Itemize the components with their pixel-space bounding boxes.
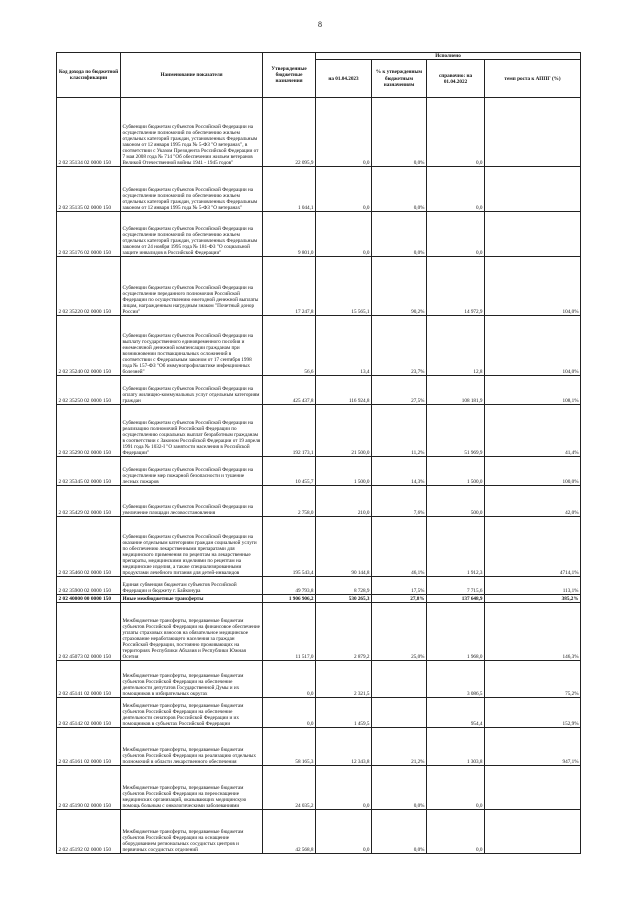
cell-name: Субвенции бюджетам субъектов Российской Федерации на осуществление переданного полномочия Российской Федерации по осуществлению ежегодной денежной выплаты лицам, награжденным нагрудным знаком "Почетный донор России": [121, 257, 263, 316]
cell-plan: 58 165,3: [263, 728, 316, 766]
header-name: Наименование показателя: [121, 53, 263, 98]
cell-code: 2 02 35345 02 0000 150: [57, 457, 121, 486]
cell-ref: 108 181,9: [427, 376, 485, 405]
cell-ref: 51 969,9: [427, 405, 485, 457]
cell-name: Межбюджетные трансферты, передаваемые бюджетам субъектов Российской Федерации на финансовое обеспечение уплаты страховых взносов на обязательное медицинское страхование неработающего населения за граждан Российской Федерации, постоянно проживающих на территориях Республики Абхазия и Республики Южная Осетия: [121, 603, 263, 661]
cell-rate: 41,4%: [485, 405, 581, 457]
cell-rate: 4714,1%: [485, 517, 581, 577]
table-row: [57, 486, 581, 517]
cell-date: 0,0: [316, 212, 372, 257]
cell-plan: 24 035,2: [263, 766, 316, 810]
table-row: [57, 577, 581, 595]
budget-table: [56, 52, 581, 854]
cell-plan: 195 543,4: [263, 517, 316, 577]
cell-ref: 0,0: [427, 766, 485, 810]
cell-rate: 947,1%: [485, 728, 581, 766]
cell-name: Субвенции бюджетам субъектов Российской Федерации на увеличение площади лесовосстановления: [121, 486, 263, 517]
cell-pct: 0,0%: [372, 766, 427, 810]
cell-rate: [485, 810, 581, 854]
cell-date: 0,0: [316, 766, 372, 810]
cell-pct: 23,7%: [372, 316, 427, 376]
cell-pct: 0,0%: [372, 810, 427, 854]
table-row: [57, 98, 581, 167]
cell-ref: 1 968,0: [427, 603, 485, 661]
cell-name: Субвенции бюджетам субъектов Российской Федерации на выплату государственного единовременного пособия и ежемесячной денежной компенсации гражданам при возникновении поствакцинальных осложнений в соответствии с Федеральным законом от 17 сентября 1998 года № 157-ФЗ "Об иммунопрофилактике инфекционных болезней": [121, 316, 263, 376]
cell-code: 2 02 45073 02 0000 150: [57, 603, 121, 661]
cell-ref: 500,0: [427, 486, 485, 517]
cell-rate: 146,3%: [485, 603, 581, 661]
cell-code: 2 02 45141 02 0000 150: [57, 661, 121, 698]
cell-plan: 49 793,8: [263, 577, 316, 595]
cell-code: 2 02 45142 02 0000 150: [57, 698, 121, 728]
cell-pct: 17,5%: [372, 577, 427, 595]
cell-ref: 954,4: [427, 698, 485, 728]
cell-name: Межбюджетные трансферты, передаваемые бюджетам субъектов Российской Федерации на реализацию отдельных полномочий в области лекарственного обеспечения: [121, 728, 263, 766]
header-code: Код дохода по бюджетной классификации: [57, 53, 121, 98]
cell-ref: 7 715,6: [427, 577, 485, 595]
cell-rate: 42,0%: [485, 486, 581, 517]
cell-name: Субвенции бюджетам субъектов Российской Федерации на осуществление мер пожарной безопасности и тушение лесных пожаров: [121, 457, 263, 486]
table-row: [57, 257, 581, 316]
cell-rate: 152,9%: [485, 698, 581, 728]
cell-ref: 3 086,5: [427, 661, 485, 698]
table-row: [57, 810, 581, 854]
cell-date: 210,0: [316, 486, 372, 517]
cell-plan: 1 044,1: [263, 167, 316, 212]
cell-ref: 0,0: [427, 98, 485, 167]
cell-code: 2 02 35900 02 0000 150: [57, 577, 121, 595]
cell-name: Субвенции бюджетам субъектов Российской Федерации на осуществление полномочий по обеспечению жильем отдельных категорий граждан, установленных Федеральным законом от 12 января 1995 года № 5-ФЗ "О ветеранах": [121, 167, 263, 212]
cell-date: 21 500,0: [316, 405, 372, 457]
table-row: [57, 698, 581, 728]
cell-rate: 104,0%: [485, 316, 581, 376]
cell-date: 116 924,8: [316, 376, 372, 405]
cell-plan: 56,6: [263, 316, 316, 376]
table-row: [57, 212, 581, 257]
cell-rate: [485, 98, 581, 167]
cell-date: 0,0: [316, 98, 372, 167]
cell-code: 2 02 35429 02 0000 150: [57, 486, 121, 517]
cell-code: 2 02 35135 02 0000 150: [57, 167, 121, 212]
table-row: [57, 316, 581, 376]
table-row: [57, 595, 581, 603]
cell-ref: 0,0: [427, 212, 485, 257]
header-rate: темп роста к АППГ (%): [485, 60, 581, 98]
cell-ref: 1 303,8: [427, 728, 485, 766]
table-row: [57, 376, 581, 405]
cell-pct: 27,5%: [372, 376, 427, 405]
cell-name: Субвенции бюджетам субъектов Российской Федерации на оплату жилищно-коммунальных услуг отдельным категориям граждан: [121, 376, 263, 405]
cell-date: 8 728,9: [316, 577, 372, 595]
cell-ref: 0,0: [427, 167, 485, 212]
cell-pct: 25,0%: [372, 603, 427, 661]
cell-date: 0,0: [316, 810, 372, 854]
cell-plan: 22 095,9: [263, 98, 316, 167]
cell-code: 2 02 45190 02 0000 150: [57, 766, 121, 810]
cell-code: 2 02 35250 02 0000 150: [57, 376, 121, 405]
cell-plan: 0,0: [263, 698, 316, 728]
cell-rate: [485, 766, 581, 810]
header-plan: Утвержденные бюджетные назначения: [263, 53, 316, 98]
cell-date: 1 459,5: [316, 698, 372, 728]
table-row: [57, 661, 581, 698]
cell-plan: 11 517,0: [263, 603, 316, 661]
cell-code: 2 02 35176 02 0000 150: [57, 212, 121, 257]
table-row: [57, 167, 581, 212]
cell-code: 2 02 35240 02 0000 150: [57, 316, 121, 376]
cell-date: 90 144,8: [316, 517, 372, 577]
table-row: [57, 603, 581, 661]
cell-code: 2 02 35460 02 0000 150: [57, 517, 121, 577]
cell-plan: 9 801,0: [263, 212, 316, 257]
cell-ref: 0,0: [427, 810, 485, 854]
cell-pct: [372, 698, 427, 728]
cell-name: Межбюджетные трансферты, передаваемые бюджетам субъектов Российской Федерации на обеспечение деятельности сенаторов Российской Федерации и их помощников в субъектах Российской Федерации: [121, 698, 263, 728]
cell-rate: [485, 212, 581, 257]
table-row: [57, 405, 581, 457]
cell-pct: 90,2%: [372, 257, 427, 316]
cell-pct: 27,8%: [372, 595, 427, 603]
cell-code: 2 02 35220 02 0000 150: [57, 257, 121, 316]
cell-plan: 10 455,7: [263, 457, 316, 486]
cell-name: Иные межбюджетные трансферты: [121, 595, 263, 603]
cell-name: Межбюджетные трансферты, передаваемые бюджетам субъектов Российской Федерации на переоснащение медицинских организаций, оказывающих медицинскую помощь больным с онкологическими заболеваниями: [121, 766, 263, 810]
cell-name: Субвенции бюджетам субъектов Российской Федерации на осуществление полномочий по обеспечению жильем отдельных категорий граждан, установленных Федеральным законом от 24 ноября 1995 года № 181-ФЗ "О социальной защите инвалидов в Российской Федерации": [121, 212, 263, 257]
cell-code: 2 02 35290 02 0000 150: [57, 405, 121, 457]
cell-date: 0,0: [316, 167, 372, 212]
cell-pct: 0,0%: [372, 212, 427, 257]
cell-pct: 7,6%: [372, 486, 427, 517]
header-pct: % к утвержденным бюджетным назначениям: [372, 60, 427, 98]
cell-plan: 1 906 906,2: [263, 595, 316, 603]
page-number: 8: [318, 20, 322, 29]
cell-pct: 0,0%: [372, 167, 427, 212]
cell-date: 2 321,5: [316, 661, 372, 698]
cell-code: 2 02 35134 02 0000 150: [57, 98, 121, 167]
cell-plan: 425 437,8: [263, 376, 316, 405]
cell-rate: 104,0%: [485, 257, 581, 316]
table-row: [57, 457, 581, 486]
cell-ref: 14 972,9: [427, 257, 485, 316]
cell-code: 2 02 40000 00 0000 150: [57, 595, 121, 603]
cell-pct: 11,2%: [372, 405, 427, 457]
cell-pct: 46,1%: [372, 517, 427, 577]
cell-rate: 385,2%: [485, 595, 581, 603]
cell-name: Субвенции бюджетам субъектов Российской Федерации на оказание отдельным категориям граждан социальной услуги по обеспечению лекарственными препаратами для медицинского применения по рецептам на лекарственные препараты, медицинскими изделиями по рецептам на медицинские изделия, а также специализированными продуктами лечебного питания для детей-инвалидов: [121, 517, 263, 577]
cell-name: Субвенции бюджетам субъектов Российской Федерации на осуществление полномочий по обеспечению жильем отдельных категорий граждан, установленных Федеральным законом от 12 января 1995 года № 5-ФЗ "О ветеранах", в соответствии с Указом Президента Российской Федерации от 7 мая 2008 года № 714 "Об обеспечении жильем ветеранов Великой Отечественной войны 1941 - 1945 годов": [121, 98, 263, 167]
header-executed: Исполнено: [316, 53, 581, 60]
cell-pct: 14,3%: [372, 457, 427, 486]
header-ref: справочно: на 01.04.2022: [427, 60, 485, 98]
cell-date: 13,4: [316, 316, 372, 376]
cell-plan: 0,0: [263, 661, 316, 698]
table-row: [57, 517, 581, 577]
cell-ref: 12,8: [427, 316, 485, 376]
cell-date: 12 343,8: [316, 728, 372, 766]
cell-rate: 113,1%: [485, 577, 581, 595]
cell-name: Единая субвенция бюджетам субъектов Российской Федерации и бюджету г. Байконура: [121, 577, 263, 595]
table-header: [57, 53, 581, 98]
cell-rate: 108,1%: [485, 376, 581, 405]
cell-name: Межбюджетные трансферты, передаваемые бюджетам субъектов Российской Федерации на оснащение оборудованием региональных сосудистых центров и первичных сосудистых отделений: [121, 810, 263, 854]
cell-plan: 192 173,1: [263, 405, 316, 457]
cell-pct: 0,0%: [372, 98, 427, 167]
cell-ref: 137 648,9: [427, 595, 485, 603]
cell-date: 2 879,2: [316, 603, 372, 661]
table-body: [57, 98, 581, 854]
cell-plan: 17 247,8: [263, 257, 316, 316]
table-row: [57, 728, 581, 766]
table-row: [57, 766, 581, 810]
cell-date: 1 500,0: [316, 457, 372, 486]
cell-rate: 75,2%: [485, 661, 581, 698]
cell-pct: 21,2%: [372, 728, 427, 766]
header-date: на 01.04.2023: [316, 60, 372, 98]
cell-name: Субвенции бюджетам субъектов Российской Федерации на реализацию полномочий Российской Федерации по осуществлению социальных выплат безработным гражданам в соответствии с Законом Российской Федерации от 19 апреля 1991 года № 1032-I "О занятости населения в Российской Федерации": [121, 405, 263, 457]
cell-code: 2 02 45192 02 0000 150: [57, 810, 121, 854]
cell-plan: 42 568,8: [263, 810, 316, 854]
cell-rate: [485, 167, 581, 212]
cell-code: 2 02 45161 02 0000 150: [57, 728, 121, 766]
cell-name: Межбюджетные трансферты, передаваемые бюджетам субъектов Российской Федерации на обеспечение деятельности депутатов Государственной Думы и их помощников в избирательных округах: [121, 661, 263, 698]
cell-rate: 100,0%: [485, 457, 581, 486]
cell-date: 15 565,1: [316, 257, 372, 316]
cell-pct: [372, 661, 427, 698]
cell-plan: 2 758,0: [263, 486, 316, 517]
cell-date: 530 265,3: [316, 595, 372, 603]
cell-ref: 1 912,3: [427, 517, 485, 577]
cell-ref: 1 500,0: [427, 457, 485, 486]
